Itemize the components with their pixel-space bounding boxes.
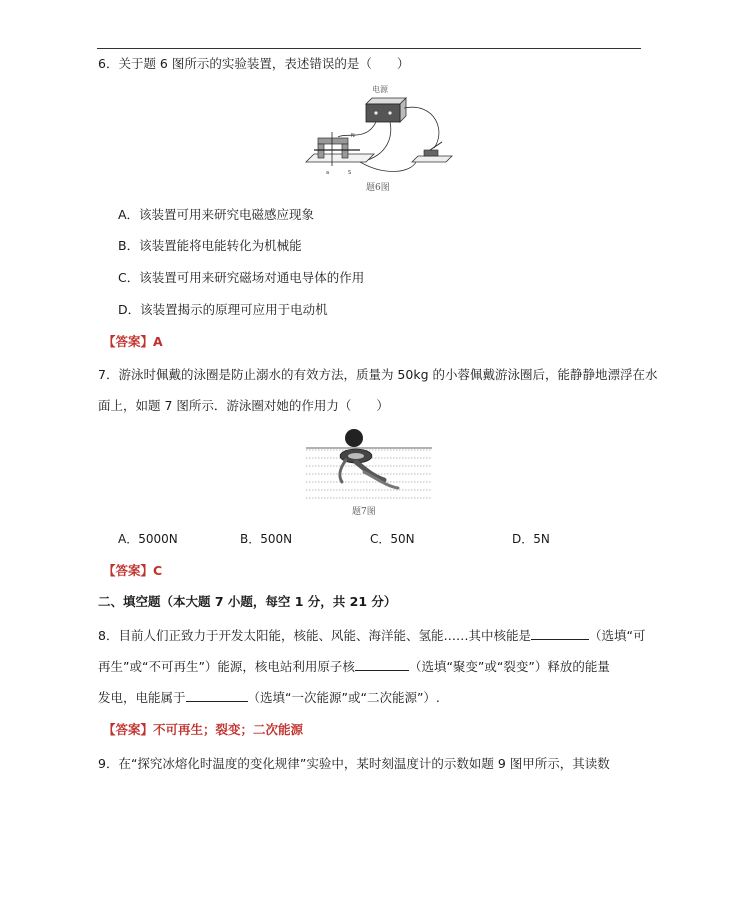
q8-line2-text-b: （选填“聚变”或“裂变”）释放的能量 (408, 659, 610, 674)
q8-line3 (98, 690, 440, 706)
q8-line2-text-a: 再生”或“不可再生”）能源，核电站利用原子核 (98, 659, 355, 674)
q8-blank-3 (186, 690, 248, 702)
q6-stem: 6．关于题 6 图所示的实验装置，表述错误的是（ ） (98, 56, 410, 71)
q7-option-c: C．50N (370, 532, 415, 546)
q8-line1-text-a: 8．目前人们正致力于开发太阳能，核能、风能、海洋能、氢能……其中核能是 (98, 628, 531, 643)
q7-option-b: B．500N (240, 532, 293, 546)
q7-option-d: D．5N (512, 532, 550, 546)
q9-line1: 9．在“探究冰熔化时温度的变化规律”实验中，某时刻温度计的示数如题 9 图甲所示，其读数 (98, 756, 610, 771)
q6-option-c: C．该装置可用来研究磁场对通电导体的作用 (118, 270, 365, 285)
q7-option-a: A．5000N (118, 532, 178, 546)
svg-text:S: S (348, 170, 352, 176)
q6-option-d: D．该装置揭示的原理可应用于电动机 (118, 302, 328, 317)
header-rule (97, 48, 641, 49)
q8-answer: 【答案】不可再生；裂变；二次能源 (103, 722, 304, 737)
q7-figure-caption: 题7图 (352, 507, 376, 517)
q6-answer: 【答案】A (103, 334, 163, 349)
q6-figure-caption: 题6图 (366, 183, 390, 193)
q7-answer: 【答案】C (103, 563, 163, 578)
section2-heading: 二、填空题（本大题 7 小题，每空 1 分，共 21 分） (98, 594, 397, 609)
svg-text:a: a (326, 170, 330, 176)
q8-line3-text-a: 发电，电能属于 (98, 690, 186, 705)
q7-stem-line2: 面上，如题 7 图所示．游泳圈对她的作用力（ ） (98, 398, 389, 413)
q8-blank-1 (531, 628, 589, 640)
q6-option-a: A．该装置可用来研究电磁感应现象 (118, 207, 315, 222)
q8-line1-text-b: （选填“可 (588, 628, 646, 643)
q8-line1 (98, 628, 645, 644)
q7-stem-line1: 7．游泳时佩戴的泳圈是防止溺水的有效方法，质量为 50kg 的小蓉佩戴游泳圈后，能静静地漂浮在水 (98, 367, 658, 382)
q8-line2 (98, 659, 610, 675)
q6-power-label: 电源 (372, 85, 388, 94)
q6-figure (296, 82, 466, 194)
q8-blank-2 (355, 659, 409, 671)
q6-option-b: B．该装置能将电能转化为机械能 (118, 238, 302, 253)
svg-text:N: N (351, 133, 355, 139)
q7-figure (306, 426, 432, 518)
q8-line3-text-b: （选填“一次能源”或“二次能源”）. (247, 690, 440, 705)
q6-apparatus-diagram (296, 82, 466, 194)
